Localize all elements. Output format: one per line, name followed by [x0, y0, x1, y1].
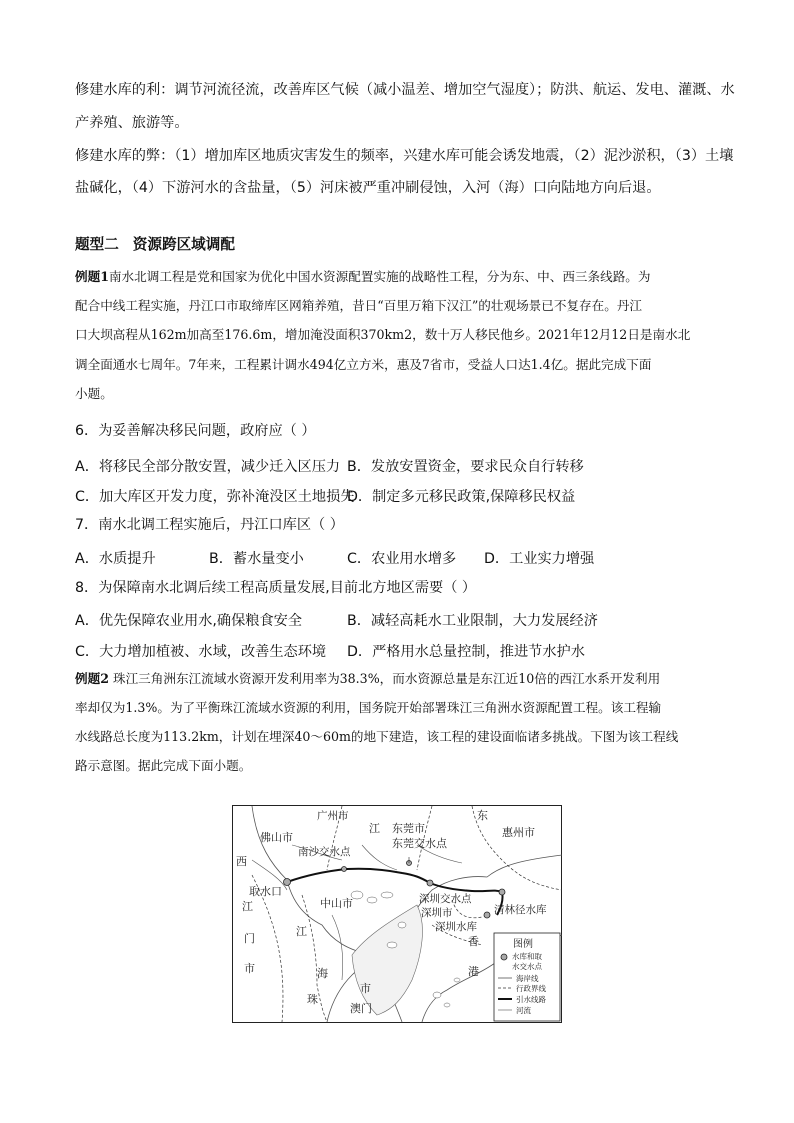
legend-point-1: 水库和取: [512, 952, 542, 961]
q7-option-a[interactable]: A．水质提升: [75, 551, 156, 567]
label-zhu: 珠: [307, 993, 318, 1006]
label-jiang-top: 江: [369, 822, 380, 835]
q8-option-d[interactable]: D．严格用水总量控制，推进节水护水: [347, 644, 585, 660]
example1-line-5: 小题。: [75, 386, 113, 401]
q8-option-c[interactable]: C．大力增加植被、水域，改善生态环境: [75, 644, 327, 660]
legend-title: 图例: [513, 939, 533, 950]
label-men: 门: [244, 932, 255, 945]
label-jiang-mid: 江: [296, 925, 307, 938]
example2-line-2: 率却仅为1.3%。为了平衡珠江流域水资源的利用，国务院开始部署珠江三角洲水资源配置工程。该工程输: [75, 700, 662, 715]
q6-option-b[interactable]: B．发放安置资金，要求民众自行转移: [347, 459, 584, 475]
example1-text-1: 南水北调工程是党和国家为优化中国水资源配置实施的战略性工程，分为东、中、西三条线路。为: [108, 269, 651, 284]
label-shenzhen-reservoir: 深圳水库: [435, 921, 477, 933]
pros-line-2: 产养殖、旅游等。: [75, 115, 189, 131]
q7-option-c[interactable]: C．农业用水增多: [347, 551, 457, 567]
example2-line-4: 路示意图。据此完成下面小题。: [75, 758, 252, 773]
label-foshan: 佛山市: [260, 831, 293, 844]
label-aomen: 澳门: [350, 1002, 372, 1015]
q7-option-d[interactable]: D．工业实力增强: [484, 551, 595, 567]
legend-route: 引水线路: [516, 995, 546, 1004]
q8-stem: 8．为保障南水北调后续工程高质量发展,目前北方地区需要（ ）: [75, 580, 477, 596]
label-gang: 港: [468, 965, 479, 978]
label-huizhou: 惠州市: [502, 826, 535, 839]
cons-line-2: 盐碱化，（4）下游河水的含盐量，（5）河床被严重冲刷侵蚀，入河（海）口向陆地方向后退。: [75, 180, 661, 196]
legend-point-2: 水交水点: [512, 962, 542, 971]
label-dongguan: 东莞市: [392, 822, 425, 835]
nansha-point: [342, 867, 347, 872]
section-heading: [75, 233, 249, 254]
q6-option-d[interactable]: D．制定多元移民政策,保障移民权益: [347, 489, 576, 505]
legend-coast: 海岸线: [516, 974, 539, 983]
label-jiang-left: 江: [242, 900, 253, 913]
qinglinjing-reservoir-point: [499, 889, 505, 895]
label-hai: 海: [317, 967, 328, 980]
label-qushuikou: 取水口: [249, 885, 282, 898]
q6-option-c[interactable]: C．加大库区开发力度，弥补淹没区土地损失: [75, 489, 355, 505]
label-shenzhen: 深圳市: [421, 907, 453, 919]
q6-stem: 6．为妥善解决移民问题，政府应（ ）: [75, 423, 316, 439]
legend-admin: 行政界线: [516, 984, 546, 993]
example1-line-4: 调全面通水七周年。7年来，工程累计调水494亿立方米，惠及7省市，受益人口达1.4亿。据此完成下面: [75, 357, 652, 372]
q7-option-b[interactable]: B．蓄水量变小: [209, 551, 304, 567]
q8-option-a[interactable]: A．优先保障农业用水,确保粮食安全: [75, 613, 303, 629]
label-shi-mid: 市: [360, 982, 371, 995]
label-nansha-point: 南沙交水点: [298, 846, 351, 858]
label-dong: 东: [477, 809, 488, 822]
intake-point: [284, 879, 291, 886]
section-title: 资源跨区域调配: [132, 236, 235, 253]
label-guangzhou: 广州市: [317, 810, 349, 822]
q8-option-b[interactable]: B．减轻高耗水工业限制，大力发展经济: [347, 613, 598, 629]
label-shenzhen-point: 深圳交水点: [419, 893, 472, 905]
q6-option-a[interactable]: A．将移民全部分散安置，减少迁入区压力: [75, 459, 341, 475]
example1-label: 例题1: [75, 269, 109, 284]
shenzhen-reservoir-point: [484, 912, 490, 918]
map-legend: [494, 933, 560, 1021]
route-map: [232, 805, 562, 1023]
example2-line-3: 水线路总长度为113.2km，计划在埋深40～60m的地下建造，该工程的建设面临诸多挑战。下图为该工程线: [75, 729, 679, 744]
label-xiang: 香: [468, 935, 479, 948]
label-zhongshan: 中山市: [320, 897, 353, 910]
legend-point-icon: [501, 954, 507, 960]
route-map-svg: [232, 805, 562, 1023]
cons-line-1: 修建水库的弊：（1）增加库区地质灾害发生的频率，兴建水库可能会诱发地震，（2）泥沙淤积，（3）土壤: [75, 148, 734, 164]
pros-line-1: 修建水库的利：调节河流径流，改善库区气候（减小温差、增加空气湿度）；防洪、航运、发电、灌溉、水: [75, 82, 735, 98]
label-xi: 西: [236, 855, 247, 868]
label-qinglinjing: 清林径水库: [494, 904, 547, 916]
example1-line-1: [75, 262, 725, 291]
q7-stem: 7．南水北调工程实施后，丹江口库区（ ）: [75, 517, 344, 533]
example2-line-1: [75, 664, 725, 693]
label-shi-left: 市: [244, 962, 255, 975]
shenzhen-point: [427, 880, 433, 886]
example1-line-3: 口大坝高程从162m加高至176.6m，增加淹没面积370km2，数十万人移民他乡。2021年12月12日是南水北: [75, 327, 691, 342]
example1-line-2: 配合中线工程实施，丹江口市取缔库区网箱养殖，昔日“百里万箱下汉江”的壮观场景已不复存在。丹江: [75, 298, 643, 313]
section-number: 题型二: [75, 236, 119, 253]
label-dongguan-point: 东莞交水点: [392, 837, 447, 850]
example2-text-1: 珠江三角洲东江流域水资源开发利用率为38.3%，而水资源总量是东江近10倍的西江水系开发利用: [112, 671, 661, 686]
example2-label: 例题2: [75, 671, 109, 686]
legend-river: 河流: [516, 1006, 531, 1015]
